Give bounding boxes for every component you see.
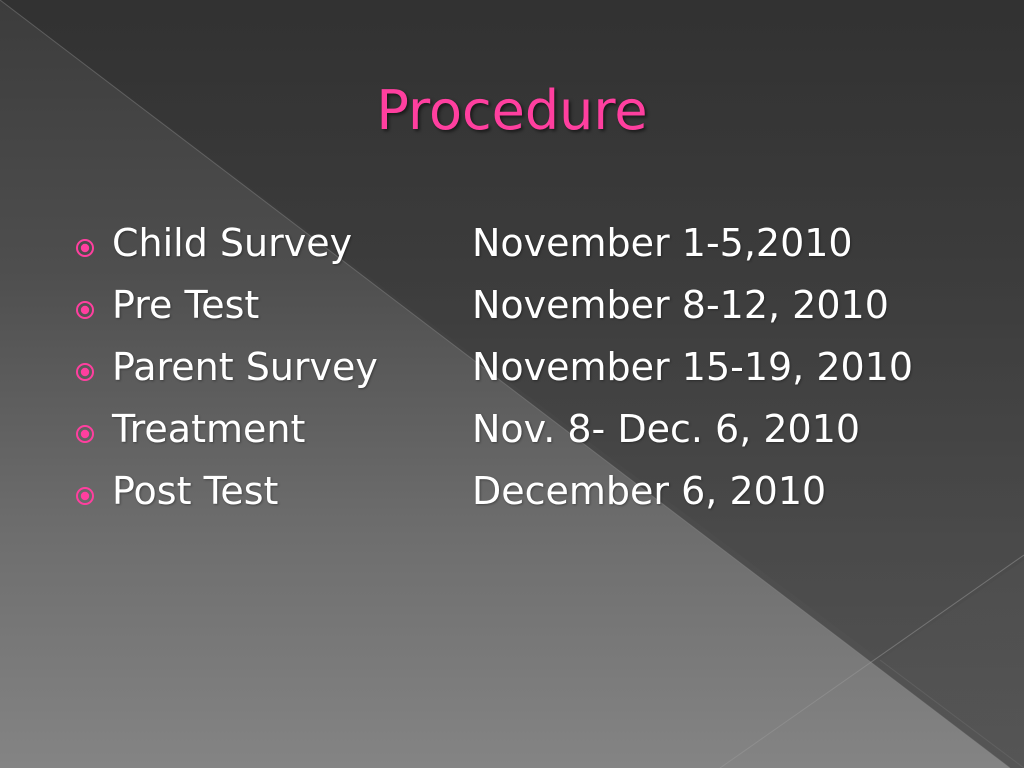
list-item	[0, 212, 1024, 274]
radio-dot-icon	[75, 300, 95, 320]
procedure-date: December 6, 2010	[472, 469, 827, 513]
radio-dot-icon	[75, 486, 95, 506]
procedure-date: November 1-5,2010	[472, 221, 853, 265]
procedure-date: November 8-12, 2010	[472, 283, 889, 327]
procedure-label: Treatment	[112, 407, 306, 451]
list-item	[0, 336, 1024, 398]
procedure-label: Pre Test	[112, 283, 260, 327]
procedure-label: Parent Survey	[112, 345, 378, 389]
procedure-label: Child Survey	[112, 221, 353, 265]
procedure-date: Nov. 8- Dec. 6, 2010	[472, 407, 861, 451]
procedure-label: Post Test	[112, 469, 279, 513]
list-item	[0, 460, 1024, 522]
slide-title: Procedure	[376, 79, 648, 142]
list-item	[0, 398, 1024, 460]
procedure-date: November 15-19, 2010	[472, 345, 914, 389]
radio-dot-icon	[75, 362, 95, 382]
radio-dot-icon	[75, 238, 95, 258]
radio-dot-icon	[75, 424, 95, 444]
list-item	[0, 274, 1024, 336]
